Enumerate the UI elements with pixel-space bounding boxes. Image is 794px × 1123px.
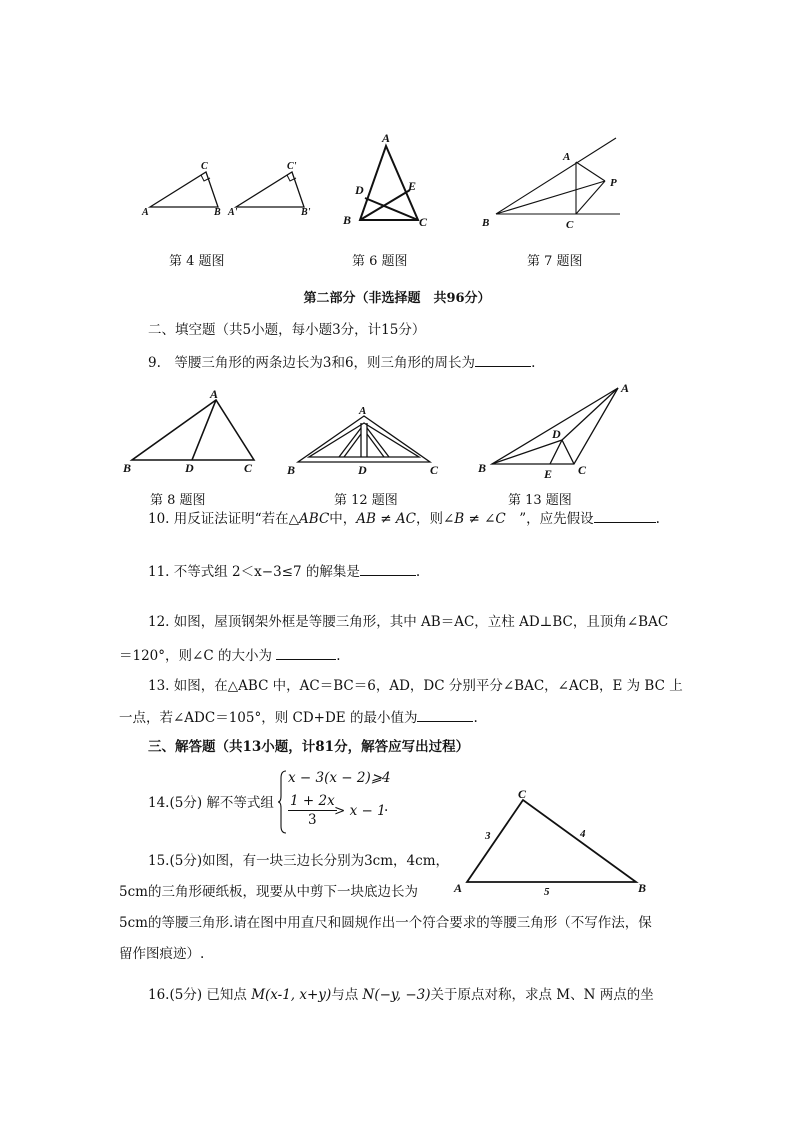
q13-answer-blank[interactable] (417, 707, 473, 722)
question-12-line1: 12. 如图，屋顶钢架外框是等腰三角形，其中 AB＝AC，立柱 AD⊥BC，且顶角∠BAC (148, 614, 669, 630)
question-15-line4: 留作图痕迹）. (119, 946, 205, 962)
fig15-label-5: 5 (544, 886, 550, 898)
fig7-label-p: P (610, 177, 617, 189)
fig15-label-c: C (518, 787, 527, 801)
question-15-line1: 15.(5分)如图，有一块三边长分别为3cm，4cm， (148, 853, 449, 869)
figure-15 (450, 784, 655, 896)
question-16: 16.(5分) 已知点 M(x-1, x+y)与点 N(−y, −3)关于原点对称，求点 M、N 两点的坐 (148, 987, 654, 1003)
fig13-label-e: E (544, 467, 553, 481)
fig8-label-a: A (210, 387, 219, 401)
question-13-line2: 一点，若∠ADC＝105°，则 CD+DE 的最小值为 . (119, 707, 478, 728)
fig6-caption: 第 6 题图 (352, 254, 408, 269)
fig13-label-d: D (552, 427, 561, 441)
fig12-label-c: C (430, 463, 439, 477)
q14-inequality-system (278, 770, 391, 834)
fig15-label-a: A (454, 881, 463, 895)
fig13-caption: 第 13 题图 (508, 493, 572, 508)
fig13-label-b: B (478, 461, 487, 475)
figure-8 (120, 388, 270, 478)
section3-title: 三、解答题（共13小题，计81分，解答应写出过程） (148, 739, 470, 755)
question-14-label: 14.(5分) 解不等式组 (148, 795, 274, 811)
fig12-label-a: A (359, 405, 367, 417)
figure-4 (138, 155, 328, 225)
fig6-label-e: E (408, 179, 417, 193)
fig4-label-b: B (214, 207, 221, 218)
q9-text: 9. 等腰三角形的两条边长为3和6，则三角形的周长为 (148, 355, 476, 371)
fig7-caption: 第 7 题图 (527, 254, 583, 269)
question-10: 10. 用反证法证明“若在△ABC中，AB ≠ AC，则∠B ≠ ∠C ”，应先假设 . (148, 508, 660, 529)
q14-end-mark: . (384, 799, 389, 815)
fig4-label-c: C (201, 161, 208, 172)
section2-title: 二、填空题（共5小题，每小题3分，计15分） (148, 322, 426, 338)
fig15-label-3: 3 (485, 830, 491, 842)
question-11: 11. 不等式组 2＜x−3≤7 的解集是 . (148, 561, 420, 582)
part2-title: 第二部分（非选择题 共96分） (303, 291, 491, 306)
fig8-label-d: D (185, 461, 194, 475)
fig4-caption: 第 4 题图 (169, 254, 225, 269)
fig12-label-d: D (358, 463, 367, 477)
q9-answer-blank[interactable] (475, 352, 531, 367)
fig6-label-a: A (382, 131, 391, 145)
figure-6 (338, 128, 438, 228)
question-13-line1: 13. 如图，在△ABC 中，AC＝BC＝6，AD，DC 分别平分∠BAC，∠ACB，E 为 BC 上 (148, 678, 683, 694)
q11-answer-blank[interactable] (360, 561, 416, 576)
fig4-label-c-prime: C' (287, 161, 297, 172)
figure-7 (478, 134, 628, 234)
question-15-line3: 5cm的等腰三角形.请在图中用直尺和圆规作出一个符合要求的等腰三角形（不写作法，保 (119, 915, 652, 931)
fig6-label-b: B (343, 213, 352, 227)
question-12-line2: ＝120°，则∠C 的大小为 . (119, 645, 341, 666)
fig7-label-a: A (563, 151, 571, 163)
fig8-caption: 第 8 题图 (150, 493, 206, 508)
fig7-label-b: B (482, 217, 490, 229)
q16-point-n: N(−y, −3) (362, 987, 431, 1003)
question-15-line2: 5cm的三角形硬纸板，现要从中剪下一块底边长为 (119, 884, 418, 900)
fig15-label-4: 4 (580, 828, 586, 840)
fig13-label-c: C (578, 463, 587, 477)
fig6-label-d: D (355, 183, 364, 197)
fig8-label-b: B (123, 461, 132, 475)
fig4-label-b-prime: B' (301, 207, 311, 218)
question-9: 9. 等腰三角形的两条边长为3和6，则三角形的周长为 . (148, 352, 535, 373)
q10-answer-blank[interactable] (594, 508, 656, 523)
fig4-label-a-prime: A' (228, 207, 238, 218)
fig7-label-c: C (566, 219, 574, 231)
fig12-label-b: B (287, 463, 296, 477)
fig6-label-c: C (419, 215, 428, 229)
figure-13 (474, 376, 639, 486)
fig15-label-b: B (638, 881, 647, 895)
q12-answer-blank[interactable] (276, 645, 336, 660)
fig4-label-a: A (142, 207, 149, 218)
figure-12 (284, 404, 444, 479)
fig12-caption: 第 12 题图 (334, 493, 398, 508)
q14-inequality-2-rest: > x − 1 (334, 803, 386, 819)
fig8-label-c: C (244, 461, 253, 475)
q14-fraction: $\frac{1 + 2x}{3}$ (290, 793, 335, 828)
fig13-label-a: A (621, 381, 630, 395)
q14-inequality-1: x − 3(x − 2)⩾4 (288, 770, 391, 786)
q16-point-m: M(x-1, x+y) (251, 987, 332, 1003)
